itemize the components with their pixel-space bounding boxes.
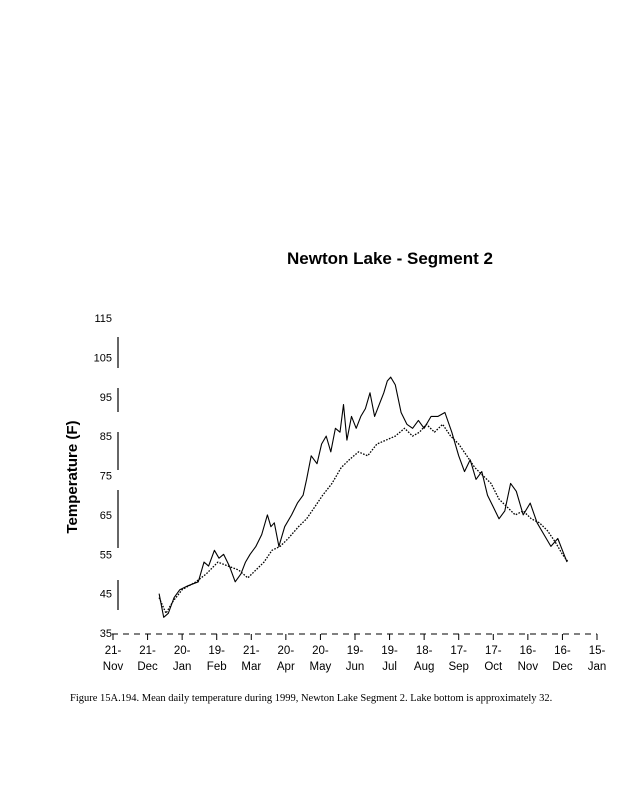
x-tick-label: Oct [484, 661, 503, 673]
x-tick-label: Mar [241, 661, 262, 673]
x-tick-label: Feb [206, 661, 227, 673]
y-tick-label: 85 [99, 431, 112, 444]
chart-title: Newton Lake - Segment 2 [287, 249, 493, 268]
x-tick-label: Nov [517, 661, 539, 673]
x-tick-label: Apr [276, 661, 295, 673]
x-tick-label: 21- [104, 645, 122, 657]
x-tick-label: 17- [484, 645, 502, 657]
x-tick-label: 17- [450, 645, 468, 657]
y-tick-label: 55 [99, 549, 112, 562]
x-tick-label: 21- [139, 645, 156, 657]
y-tick-label: 105 [93, 352, 112, 365]
x-tick-label: Jun [345, 661, 365, 673]
x-tick-label: 20- [173, 645, 191, 657]
y-tick-label: 95 [99, 391, 112, 404]
x-tick-label: 16- [554, 645, 571, 657]
series-layer [159, 377, 568, 617]
x-tick-label: 21- [242, 645, 260, 657]
x-axis [103, 634, 607, 673]
x-tick-label: 19- [346, 645, 364, 657]
figure-caption: Figure 15A.194. Mean daily temperature during 1999, Newton Lake Segment 2. Lake bottom is approximately 32. [70, 693, 553, 704]
y-tick-label: 115 [94, 313, 112, 325]
x-tick-label: Sep [448, 661, 469, 673]
x-tick-label: Jan [172, 661, 192, 673]
y-axis-label: Temperature (F) [64, 420, 81, 534]
x-tick-label: May [309, 661, 332, 673]
series-line-1 [159, 377, 567, 617]
x-tick-label: 20- [312, 645, 329, 657]
series-line-2 [159, 424, 568, 613]
x-tick-label: 16- [519, 645, 537, 657]
x-tick-label: Jul [382, 661, 397, 673]
x-tick-label: Aug [413, 661, 435, 673]
y-tick-label: 65 [99, 509, 112, 522]
x-tick-label: 18- [415, 645, 433, 657]
x-tick-label: 20- [277, 645, 295, 657]
x-tick-label: 15- [588, 645, 606, 657]
y-tick-label: 35 [99, 628, 112, 640]
y-axis [94, 313, 118, 640]
x-tick-label: Dec [137, 661, 158, 673]
x-tick-label: 19- [381, 645, 398, 657]
y-tick-label: 45 [99, 588, 112, 601]
x-tick-label: Nov [102, 661, 124, 673]
x-tick-label: 19- [208, 645, 226, 657]
x-tick-label: Jan [587, 661, 607, 673]
y-tick-label: 75 [99, 470, 112, 483]
x-tick-label: Dec [552, 661, 573, 673]
